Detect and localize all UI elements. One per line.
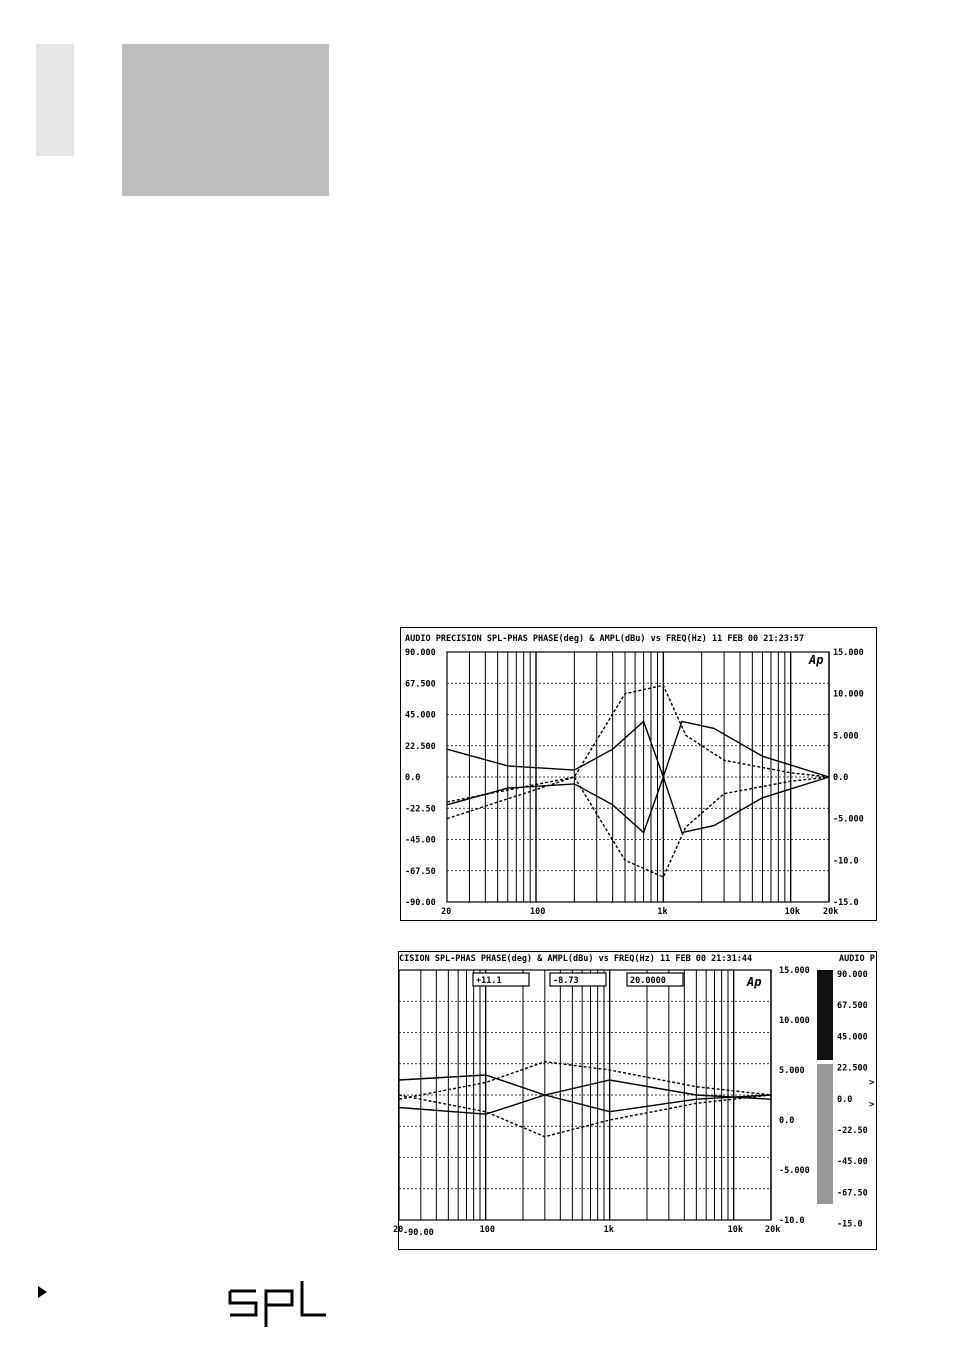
ap-logo-mark: Ap — [809, 653, 824, 667]
plot-1-y-left-tick-label: -22.50 — [405, 804, 436, 815]
plot-2-y-outer-tick-label: 22.500 — [837, 1063, 868, 1074]
spl-logo — [226, 1281, 328, 1333]
plot-1-y-right-tick-label: 5.000 — [833, 731, 859, 742]
phase-amplitude-plot-1 — [400, 627, 877, 921]
plot-2-series-line — [399, 1095, 771, 1114]
plot-2-x-tick-label: 20 — [393, 1225, 404, 1235]
plot-1-y-left-tick-label: 90.000 — [405, 648, 436, 658]
phase-amplitude-plot-2 — [393, 951, 877, 1250]
plot-1-x-tick-label: 20 — [441, 907, 452, 917]
plot-2-y-outer-tick-label: -15.0 — [837, 1219, 863, 1230]
plot-2-y-right-tick-label: 10.000 — [779, 1016, 810, 1026]
plot-1-y-left-tick-label: -67.50 — [405, 866, 436, 877]
plot-2-title: CISION SPL-PHAS PHASE(deg) & AMPL(dBu) vs FREQ(Hz) 11 FEB 00 21:31:44 — [399, 954, 753, 964]
plot-2-y-right-tick-label: 0.0 — [779, 1116, 795, 1126]
plot-1-y-left-tick-label: 67.500 — [405, 679, 436, 690]
plot-1-y-left-tick-label: -90.00 — [405, 898, 436, 908]
plot-1-y-left-tick-label: 45.000 — [405, 710, 436, 721]
plot-2-y-right-tick-label: 5.000 — [779, 1066, 805, 1076]
side-strip — [36, 44, 74, 156]
plot-2-y-right-tick-label: -5.000 — [779, 1166, 810, 1176]
plot-2-y-outer-tick-label: 0.0 — [837, 1094, 853, 1105]
plot-1-y-left-tick-label: -45.00 — [405, 835, 436, 846]
gray-image-block — [122, 44, 329, 196]
plot-1-x-tick-label: 100 — [530, 907, 546, 917]
plot-1-y-right-tick-label: 10.000 — [833, 689, 864, 700]
plot-2-y-outer-tick-label: -45.00 — [837, 1157, 868, 1168]
plot-1-x-tick-label: 20k — [823, 907, 839, 917]
plot-1-svg — [401, 628, 876, 920]
plot-2-y-left-bottom-label: -90.00 — [403, 1228, 434, 1238]
plot-2-svg — [393, 952, 876, 1249]
plot-1-x-tick-label: 10k — [784, 907, 801, 917]
plot-2-x-tick-label: 100 — [479, 1225, 496, 1235]
plot-2-y-outer-tick-label: 90.000 — [837, 970, 868, 980]
next-page-arrow-icon[interactable] — [38, 1286, 47, 1298]
plot-1-y-left-tick-label: 0.0 — [405, 773, 421, 783]
plot-2-y-outer-tick-label: -22.50 — [837, 1126, 868, 1136]
cursor-readout-value: 20.0000 — [630, 976, 666, 986]
plot-1-y-right-tick-label: 0.0 — [833, 773, 849, 783]
plot-1-title: AUDIO PRECISION SPL-PHAS PHASE(deg) & AMPL(dBu) vs FREQ(Hz) 11 FEB 00 21:23:57 — [405, 634, 805, 644]
plot-2-series-line — [399, 1095, 771, 1137]
plot-2-y-right-tick-label: 15.000 — [779, 966, 810, 976]
plot-1-y-right-tick-label: -10.0 — [833, 856, 859, 867]
plot-1-series-line — [447, 685, 829, 818]
plot-2-title-right: AUDIO P — [839, 954, 875, 964]
plot-1-y-right-tick-label: -5.000 — [833, 814, 864, 825]
plot-2-side-bar — [817, 970, 833, 1060]
plot-2-y-outer-tick-label: -67.50 — [837, 1188, 868, 1199]
plot-1-y-right-tick-label: -15.0 — [833, 898, 859, 908]
ap-logo-mark-2: Ap — [747, 975, 762, 989]
plot-2-y-right-tick-label: -10.0 — [779, 1216, 805, 1226]
plot-2-x-tick-label: 20k — [765, 1225, 781, 1235]
spl-logo-mark — [226, 1281, 328, 1329]
plot-2-y-outer-tick-label: 45.000 — [837, 1032, 868, 1043]
plot-2-side-bar-shaded — [817, 1064, 833, 1204]
plot-1-x-tick-label: 1k — [657, 907, 668, 917]
plot-2-bracket-mark: > — [869, 1078, 875, 1088]
plot-2-x-tick-label: 10k — [727, 1225, 744, 1235]
plot-2-bracket-mark: > — [869, 1100, 875, 1110]
plot-1-y-left-tick-label: 22.500 — [405, 741, 436, 752]
plot-2-series-line — [399, 1062, 771, 1100]
cursor-readout-value: -8.73 — [553, 976, 579, 986]
plot-2-y-outer-tick-label: 67.500 — [837, 1001, 868, 1012]
plot-1-y-right-tick-label: 15.000 — [833, 648, 864, 658]
plot-2-x-tick-label: 1k — [603, 1225, 614, 1235]
plot-2-series-line — [399, 1075, 771, 1099]
cursor-readout-value: +11.1 — [476, 976, 502, 986]
